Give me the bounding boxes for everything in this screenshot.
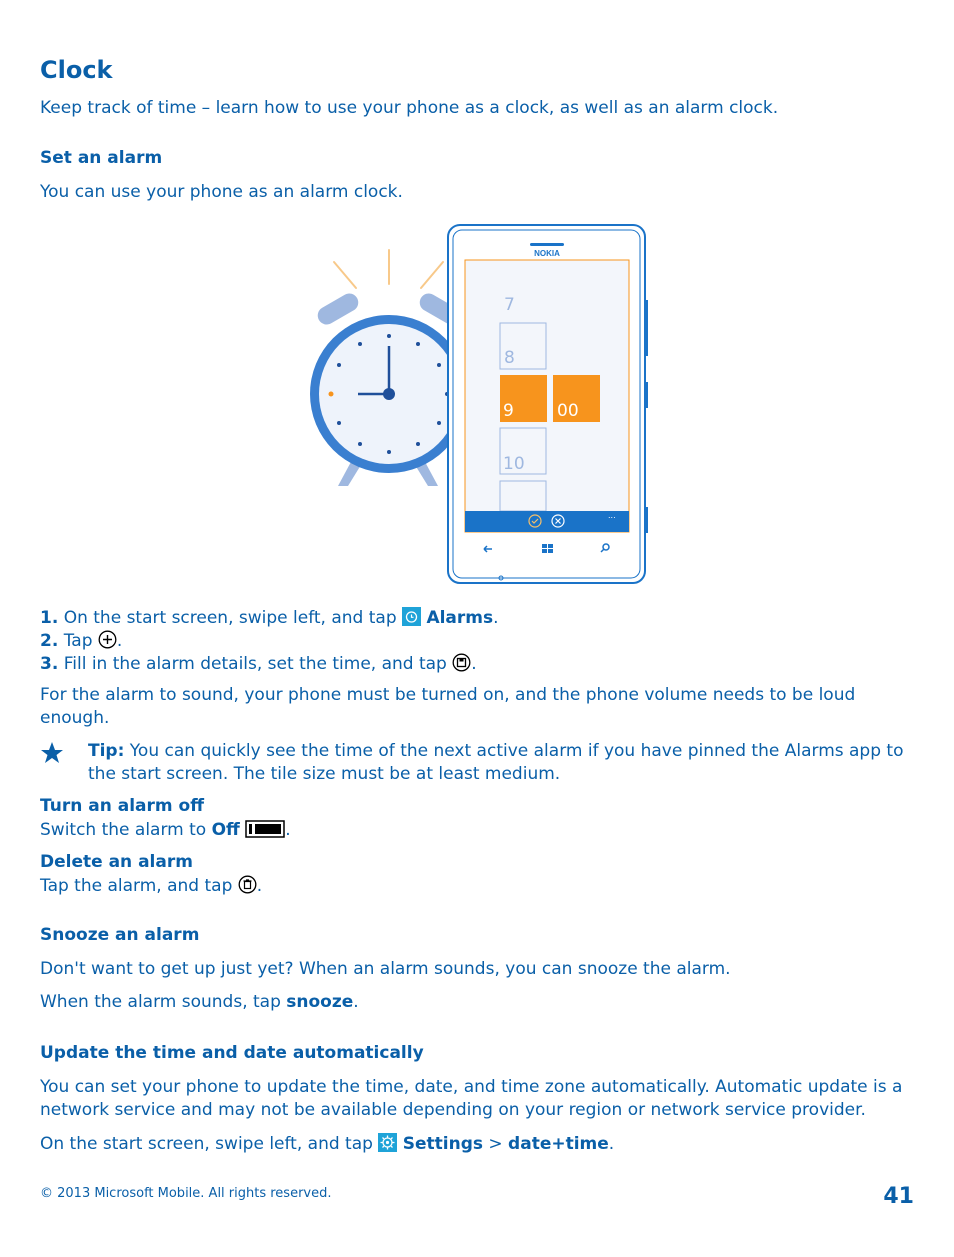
footer-copyright: © 2013 Microsoft Mobile. All rights reserved.	[40, 1186, 332, 1201]
snooze-text-1: Don't want to get up just yet? When an alarm sounds, you can snooze the alarm.	[40, 959, 731, 979]
set-alarm-text: You can use your phone as an alarm clock.	[40, 182, 403, 202]
svg-text:7: 7	[504, 295, 515, 315]
turn-off-heading: Turn an alarm off	[40, 796, 204, 816]
save-icon	[452, 653, 471, 672]
step-2: 2. Tap .	[40, 631, 123, 651]
snooze-heading: Snooze an alarm	[40, 925, 200, 945]
delete-icon	[238, 875, 257, 894]
add-icon	[98, 630, 117, 649]
alarm-clock-illustration	[300, 222, 652, 588]
update-instruction: On the start screen, swipe left, and tap Settings > date+time.	[40, 1134, 615, 1154]
set-alarm-heading: Set an alarm	[40, 148, 163, 168]
delete-heading: Delete an alarm	[40, 852, 193, 872]
svg-text:8: 8	[504, 348, 515, 368]
turn-off-text: Switch the alarm to Off .	[40, 820, 291, 840]
tip-text: Tip: You can quickly see the time of the next active alarm if you have pinned the Alarms app to the start screen. The tile size must be at least medium.	[88, 741, 904, 784]
page-number: 41	[883, 1184, 914, 1209]
left-bell-icon	[314, 290, 361, 328]
ring-lines-icon	[334, 250, 443, 288]
intro-text: Keep track of time – learn how to use your phone as a clock, as well as an alarm clock.	[40, 98, 779, 118]
phone-brand: NOKIA	[534, 249, 560, 258]
snooze-text-2: When the alarm sounds, tap snooze.	[40, 992, 359, 1012]
step-1: 1. On the start screen, swipe left, and tap Alarms.	[40, 608, 499, 628]
svg-text:00: 00	[557, 401, 579, 421]
step-3: 3. Fill in the alarm details, set the time, and tap .	[40, 654, 477, 674]
toggle-off-icon	[245, 820, 285, 838]
alarm-note: For the alarm to sound, your phone must be turned on, and the phone volume needs to be loud enough.	[40, 685, 856, 728]
page-title: Clock	[40, 56, 113, 84]
svg-text:10: 10	[503, 454, 525, 474]
phone-app-bar	[465, 511, 629, 532]
svg-text:...: ...	[608, 511, 616, 520]
update-heading: Update the time and date automatically	[40, 1043, 424, 1063]
update-text: You can set your phone to update the time, date, and time zone automatically. Automatic update is a network service and may not be available depending on your region or network service provider.	[40, 1077, 903, 1120]
svg-text:9: 9	[503, 401, 514, 421]
alarms-app-icon	[402, 607, 421, 626]
settings-app-icon	[378, 1133, 397, 1152]
star-icon	[40, 741, 64, 765]
delete-text: Tap the alarm, and tap .	[40, 876, 263, 896]
